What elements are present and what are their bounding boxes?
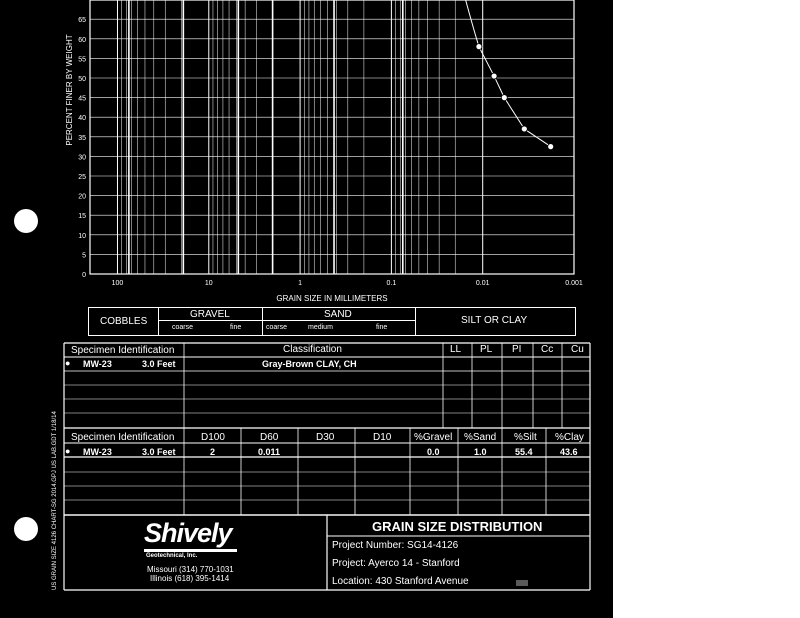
logo-underline (144, 549, 237, 552)
t1-row-specimen: MW-23 (83, 359, 112, 369)
t1-row-depth: 3.0 Feet (142, 359, 176, 369)
t1-header-pl: PL (480, 344, 493, 355)
t1-header-pi: PI (512, 344, 522, 355)
x-tick-label: 0.1 (386, 280, 397, 287)
t2-header-d100: D100 (201, 432, 225, 443)
y-tick-label: 10 (78, 232, 86, 240)
y-tick-label: 40 (78, 115, 86, 123)
silt-clay-label: SILT OR CLAY (461, 315, 528, 326)
y-tick-label: 50 (78, 76, 86, 83)
project-number: Project Number: SG14-4126 (332, 540, 459, 551)
page-mark (516, 580, 528, 586)
x-tick-label: 0.001 (565, 280, 583, 287)
sand-fine-label: fine (376, 324, 388, 331)
company-name: Shively (144, 518, 232, 548)
t2-row-gravel: 0.0 (427, 447, 440, 457)
t2-header-silt: %Silt (514, 432, 537, 443)
y-tick-label: 35 (78, 134, 86, 142)
y-tick-label: 30 (78, 154, 86, 162)
t1-header-cc: Cc (541, 344, 554, 355)
project-location: Location: 430 Stanford Avenue (332, 576, 469, 587)
company-phone-missouri: Missouri (314) 770-1031 (147, 565, 234, 574)
t2-row-d60: 0.011 (258, 447, 281, 457)
x-axis-label: GRAIN SIZE IN MILLIMETERS (276, 294, 388, 303)
t1-header-classification: Classification (283, 344, 342, 355)
gravel-coarse-label: coarse (172, 324, 194, 331)
y-tick-label: 5 (82, 252, 86, 260)
y-tick-label: 0 (82, 272, 86, 279)
t1-row-symbol: ● (65, 358, 71, 368)
x-tick-label: 0.01 (475, 280, 490, 287)
side-file-text: US GRAIN SIZE 4126 CHART-SG 2014.GPJ US LAB.GDT 1/18/14 (52, 411, 58, 590)
t2-row-clay: 43.6 (560, 447, 578, 457)
t2-header-d10: D10 (373, 432, 392, 443)
t1-header-specimen: Specimen Identification (71, 345, 175, 356)
t2-row-specimen: MW-23 (83, 447, 112, 457)
t1-header-cu: Cu (571, 344, 584, 355)
x-tick-label: 1 (298, 280, 303, 287)
t2-header-specimen: Specimen Identification (71, 432, 175, 443)
sand-label: SAND (324, 309, 352, 320)
y-tick-label: 65 (78, 17, 86, 25)
gravel-fine-label: fine (230, 324, 242, 331)
cobbles-label: COBBLES (100, 316, 148, 327)
y-tick-label: 60 (78, 36, 86, 44)
company-phone-illinois: Illinois (618) 395-1414 (150, 574, 230, 583)
company-logo (140, 518, 240, 558)
t1-row-classification: Gray-Brown CLAY, CH (262, 359, 357, 369)
y-axis-label: PERCENT FINER BY WEIGHT (65, 34, 74, 146)
t2-row-depth: 3.0 Feet (142, 447, 176, 457)
x-tick-label: 10 (204, 280, 213, 287)
t2-header-d60: D60 (260, 432, 279, 443)
t2-row-symbol: ● (65, 446, 71, 456)
gravel-label: GRAVEL (190, 309, 230, 320)
y-tick-label: 15 (78, 213, 86, 221)
sand-coarse-label: coarse (266, 324, 288, 331)
t1-header-ll: LL (450, 344, 462, 355)
t2-header-d30: D30 (316, 432, 335, 443)
y-tick-label: 20 (78, 193, 86, 201)
project-name: Project: Ayerco 14 - Stanford (332, 558, 460, 569)
t2-row-d100: 2 (210, 447, 216, 457)
t2-header-gravel: %Gravel (414, 432, 453, 443)
t2-header-clay: %Clay (555, 432, 584, 443)
y-tick-label: 25 (78, 174, 86, 181)
sand-medium-label: medium (308, 324, 333, 331)
t2-header-sand: %Sand (464, 432, 497, 443)
company-tagline: Geotechnical, Inc. (146, 553, 198, 559)
y-tick-label: 55 (78, 56, 86, 64)
t2-row-sand: 1.0 (474, 447, 487, 457)
x-tick-label: 100 (111, 280, 124, 287)
y-tick-label: 45 (78, 95, 86, 103)
t2-row-silt: 55.4 (515, 447, 533, 457)
report-title: GRAIN SIZE DISTRIBUTION (372, 519, 543, 534)
